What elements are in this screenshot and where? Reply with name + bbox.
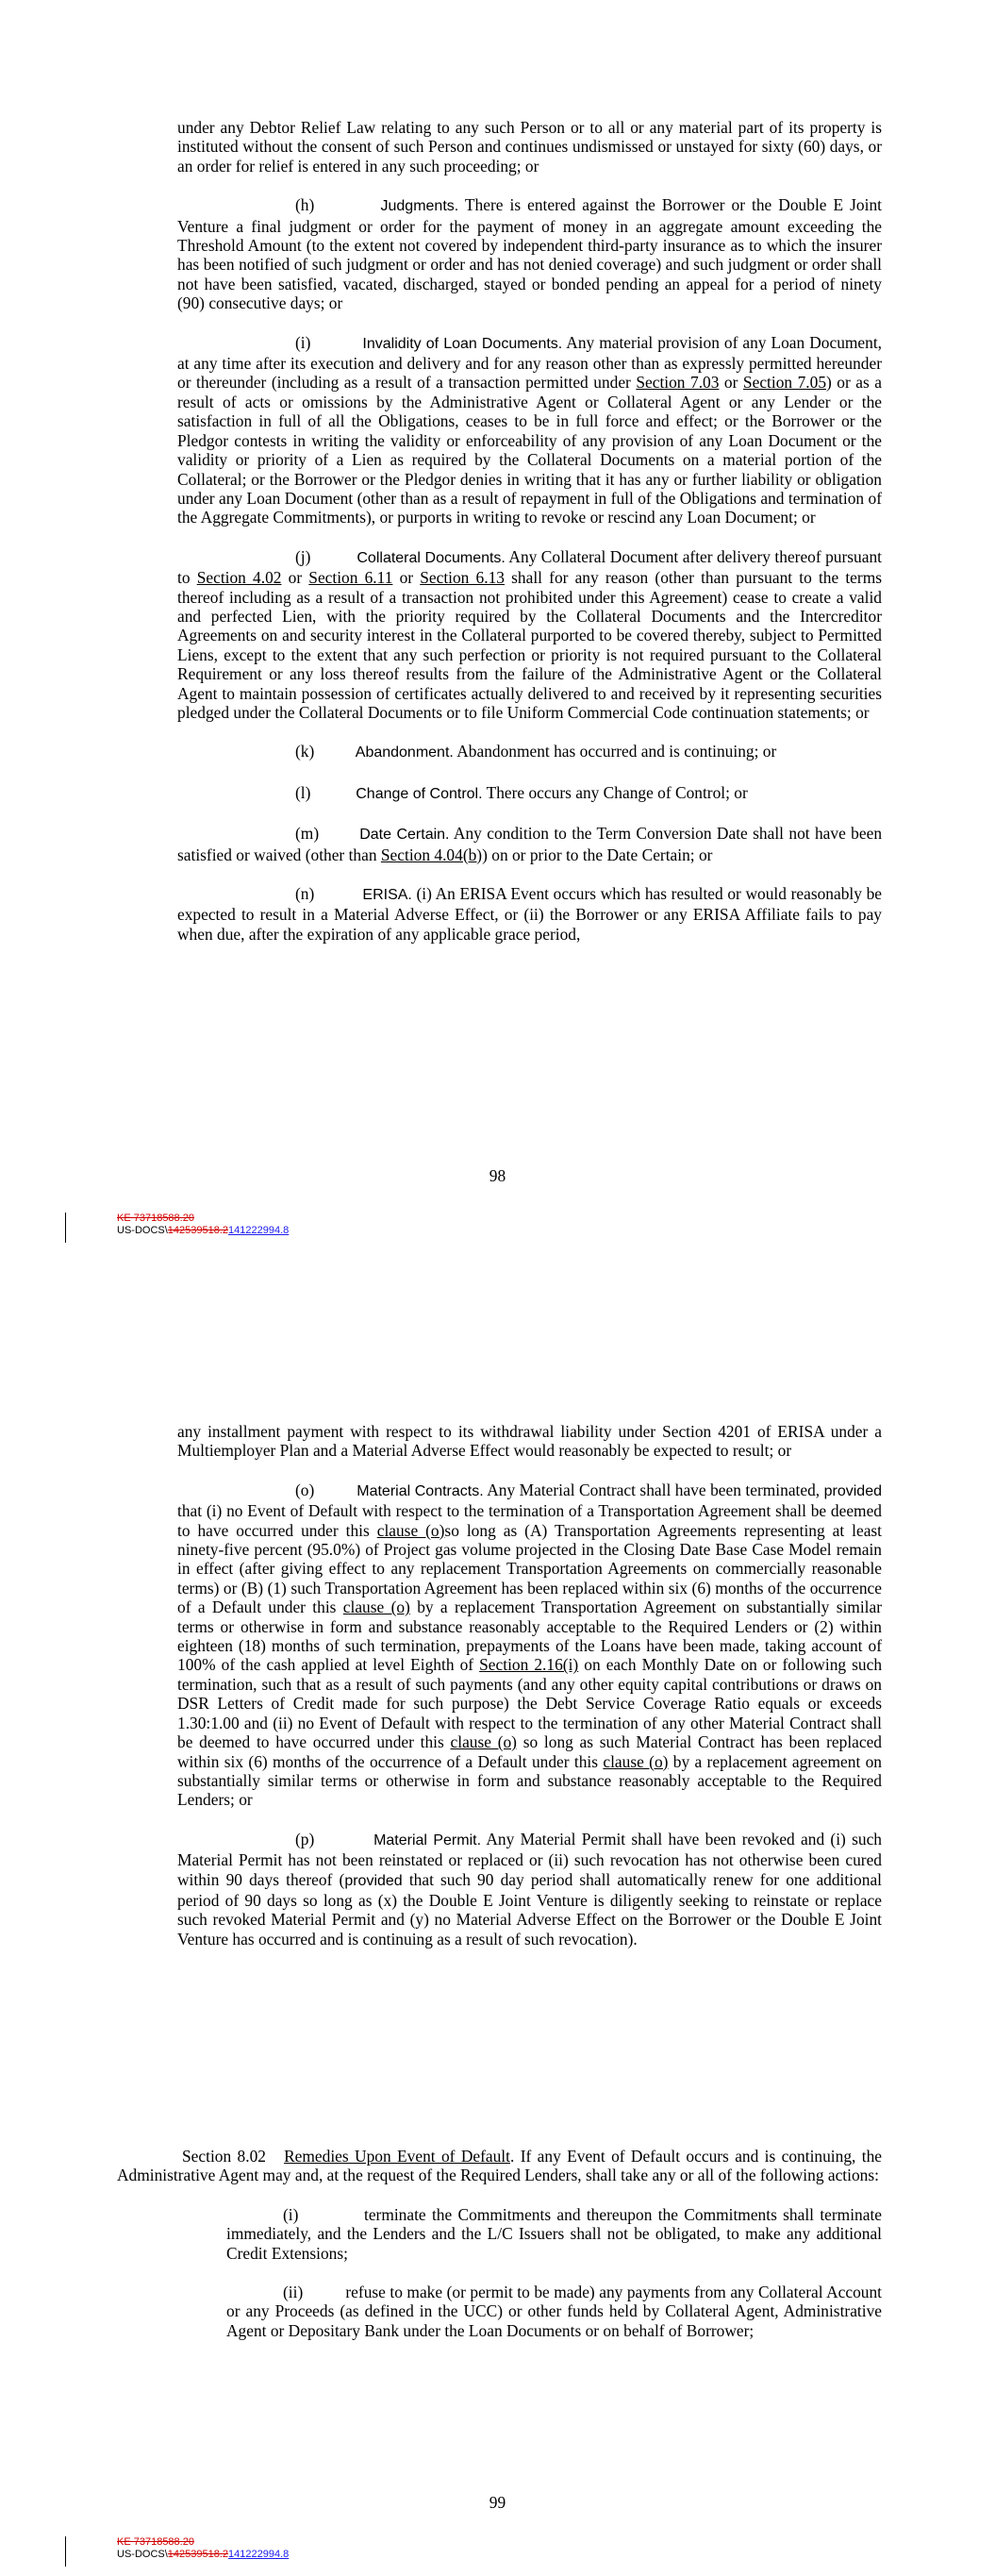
footer-deleted-id: KE 73718588.20 [117,1213,194,1224]
paragraph-i [177,333,882,527]
paragraph-l [177,783,882,804]
document-footer [117,2536,289,2561]
clause-caption: Collateral Documents. [357,549,506,566]
footer-inserted-number: 141222994.8 [228,1225,290,1236]
clause-label: (i) [295,332,311,352]
clause-text: There is entered against the Borrower or the Double E Joint Venture a final judgment or order for the payment of money in an aggregate amount exceeding the Threshold Amount (to the extent not covered by independent third-party insurance as to which the insurer has been notified of such judgment or order and has not denied coverage) and such judgment or order shall not have been satisfied, vacated, discharged, stayed or bonded pending an appeal for a period of ninety (90) consecutive days; or [177,195,882,313]
clause-text: or [392,568,421,588]
section-reference-link[interactable]: Section 6.11 [308,568,393,588]
clause-text: shall for any reason (other than pursuant to the terms thereof including as a result of a transaction not prohibited under this Agreement) cease to create a valid and perfected Lien, with the priority required by the Collateral Documents and the Intercreditor Agreements on and security interest in the Collateral purported to be covered thereby, subject to Permitted Liens, except to the extent that any such perfection or priority is not required pursuant to the Collateral Requirement or any loss thereof results from the failure of the Administrative Agent or the Collateral Agent to maintain possession of certificates actually delivered to and received by it representing securities pledged under the Collateral Documents or to file Uniform Commercial Code continuation statements; or [177,568,882,722]
section-number: Section 8.02 [182,2147,266,2166]
paragraph-continuation: any installment payment with respect to its withdrawal liability under Section 4201 of ERISA under a Multiemployer Plan and a Material Adverse Effect would reasonably be expected to result; or [177,1422,882,1461]
clause-text: or [281,568,309,588]
paragraph-k [177,742,882,762]
paragraph-intro: under any Debtor Relief Law relating to any such Person or to all or any material part of its property is instituted without the consent of such Person and continues undismissed or unstayed for sixty (60) days, or an order for relief is entered in any such proceeding; or [177,118,882,176]
footer-prefix: US-DOCS\ [117,1225,168,1236]
clause-text: ) or as a result of acts or omissions by the Administrative Agent or Collateral Agent or any Lender or the satisfaction in full of all the Obligations, ceases to be in full force and effect; or the Borrower or the Pledgor contests in writing the validity or enforceability of any provision of any Loan Document or the validity or priority of a Lien as required by the Collateral Documents on a material portion of the Collateral; or the Borrower or the Pledgor denies in writing that it has any or further liability or obligation under any Loan Document (other than as a result of repayment in full of the Obligations and termination of the Aggregate Commitments), or purports in writing to revoke or rescind any Loan Document; or [177,373,882,527]
section-reference-link[interactable]: Section 6.13 [420,568,505,588]
page-body [177,1422,882,1968]
clause-text: so long as (A) Transportation Agreements representing at least ninety-five percent (95.0%) of Project gas volume projected in the Closing Date Base Case Model remain in effect (after giving effect to any replacement Transportation Agreements on commercially reasonable terms) or (B) (1) such Transportation Agreement has been replaced within six (6) months of the occurrence of a Default under this [177,1520,883,1617]
item-label: (ii) [283,2283,304,2302]
section-8-02-block [117,2147,882,2360]
item-text: terminate the Commitments and thereupon the Commitments shall terminate immediately, and the Lenders and the L/C Issuers shall not be obligated, to make any additional Credit Extensions; [226,2204,882,2263]
clause-text: Any Material Contract shall have been terminated, [483,1480,824,1499]
clause-caption: ERISA. [362,887,412,903]
provided-term: provided [344,1872,403,1889]
footer-deleted-number: 142539518.2 [167,1225,229,1236]
paragraph-o [177,1480,882,1810]
clause-label: (p) [295,1829,315,1848]
clause-label: (n) [295,884,315,903]
clause-label: (l) [295,782,311,802]
change-bar [65,1213,66,1243]
item-text: refuse to make (or permit to be made) any payments from any Collateral Account or any Proceeds (as defined in the UCC) or other funds held by Collateral Agent, Administrative Agent or Depositary Bank under the Loan Documents or on behalf of Borrower; [226,2283,882,2340]
clause-text: (i) An ERISA Event occurs which has resulted or would reasonably be expected to result in a Material Adverse Effect, or (ii) the Borrower or any ERISA Affiliate fails to pay when due, after the expiration of any applicable grace period, [177,884,882,944]
clause-caption: Material Permit. [373,1832,482,1848]
clause-reference-link[interactable]: clause (o) [376,1520,445,1540]
clause-text: Abandonment has occurred and is continuing; or [453,742,777,761]
provided-term: provided [823,1482,882,1499]
page-number: 98 [489,1166,506,1185]
document-page-98 [0,0,995,1246]
document-footer [117,1213,289,1237]
footer-prefix: US-DOCS\ [117,2549,168,2560]
footer-deleted-number: 142539518.2 [167,2549,229,2560]
page-number: 99 [489,2493,506,2512]
clause-reference-link[interactable]: clause (o) [342,1597,410,1617]
clause-text: that such 90 day period shall automatically renew for one additional period of 90 days so long as (x) the Double E Joint Venture is diligently seeking to reinstate or replace such revoked Material Permit and (y) no Material Adverse Effect on the Borrower or the Double E Joint Venture has occurred and is continuing as a result of such revocation). [177,1869,882,1949]
section-reference-link[interactable]: Section 2.16(i) [479,1655,579,1675]
paragraph-j [177,547,882,723]
clause-text: Any condition to the Term Conversion Date shall not have been satisfied or waived (other than [177,824,883,864]
clause-text: Any Collateral Document after delivery thereof pursuant to [177,546,883,588]
item-label: (i) [283,2204,299,2224]
paragraph-m [177,824,882,864]
section-reference-link[interactable]: Section 4.02 [196,568,282,588]
clause-label: (k) [295,742,315,761]
clause-text: There occurs any Change of Control; or [482,782,748,802]
clause-label: (j) [295,546,311,566]
paragraph-h [177,195,882,312]
clause-caption: Change of Control. [356,785,483,802]
clause-text: that (i) no Event of Default with respect to the termination of a Transportation Agreement shall be deemed to have occurred under this [177,1501,882,1540]
clause-caption: Material Contracts. [357,1482,484,1499]
document-page-99 [0,1246,995,2576]
section-text: . If any Event of Default occurs and is continuing, the Administrative Agent may and, at the request of the Required Lenders, shall take any or all of the following actions: [117,2147,882,2185]
remedy-item [226,2283,882,2340]
section-title: Remedies Upon Event of Default [284,2147,510,2166]
clause-text: on each Monthly Date on or following such termination, such that as a result of such payments (and any other equity capital contributions or draws on DSR Letters of Credit made for such purpose) the Debt Service Coverage Ratio equals or exceeds 1.30:1.00 and (ii) no Event of Default with respect to the termination of any other Material Contract shall be deemed to have occurred under this [177,1655,883,1752]
clause-text: ) on or prior to the Date Certain; or [482,845,713,864]
section-reference-link[interactable]: Section 4.04(b) [380,845,483,864]
clause-label: (h) [295,195,315,215]
clause-text: Any material provision of any Loan Document, at any time after its execution and delivery and for any reason other than as expressly permitted hereunder or thereunder (including as a result of a transaction permitted under [177,332,883,393]
clause-text: Any Material Permit shall have been revoked and (i) such Material Permit has not been reinstated or replaced or (ii) such revocation has not otherwise been cured within 90 days thereof ( [177,1829,882,1889]
paragraph-p [177,1830,882,1949]
page-body [177,118,882,944]
footer-doc-id [117,2549,289,2561]
clause-label: (o) [295,1480,315,1499]
clause-reference-link[interactable]: clause (o) [603,1751,669,1771]
clause-text: by a replacement Transportation Agreement on substantially similar terms or otherwise in form and substance reasonably acceptable to the Required Lenders or (2) within eighteen (18) months of such termination, prepayments of the Loans have been made, taking account of 100% of the cash applied at level Eighth of [177,1597,883,1675]
section-reference-link[interactable]: Section 7.05 [742,373,827,393]
clause-caption: Invalidity of Loan Documents. [362,335,563,352]
remedy-item [226,2205,882,2263]
clause-caption: Judgments. [380,198,459,215]
clause-label: (m) [295,824,320,844]
clause-caption: Date Certain. [359,827,450,844]
paragraph-n [177,884,882,944]
clause-text: so long as such Material Contract has been replaced within six (6) months of the occurrence of a Default under this [177,1732,883,1771]
section-8-02-heading [117,2147,882,2185]
footer-deleted-id: KE 73718588.20 [117,2536,194,2548]
footer-inserted-number: 141222994.8 [228,2549,290,2560]
clause-reference-link[interactable]: clause (o) [450,1732,517,1752]
change-bar [65,2536,66,2567]
section-reference-link[interactable]: Section 7.03 [636,373,720,393]
footer-doc-id [117,1225,289,1237]
clause-text: by a replacement agreement on substantially similar terms or otherwise in form and substance reasonably acceptable to the Required Lenders; or [177,1751,883,1810]
clause-caption: Abandonment. [355,744,454,761]
clause-text: or [719,373,743,393]
